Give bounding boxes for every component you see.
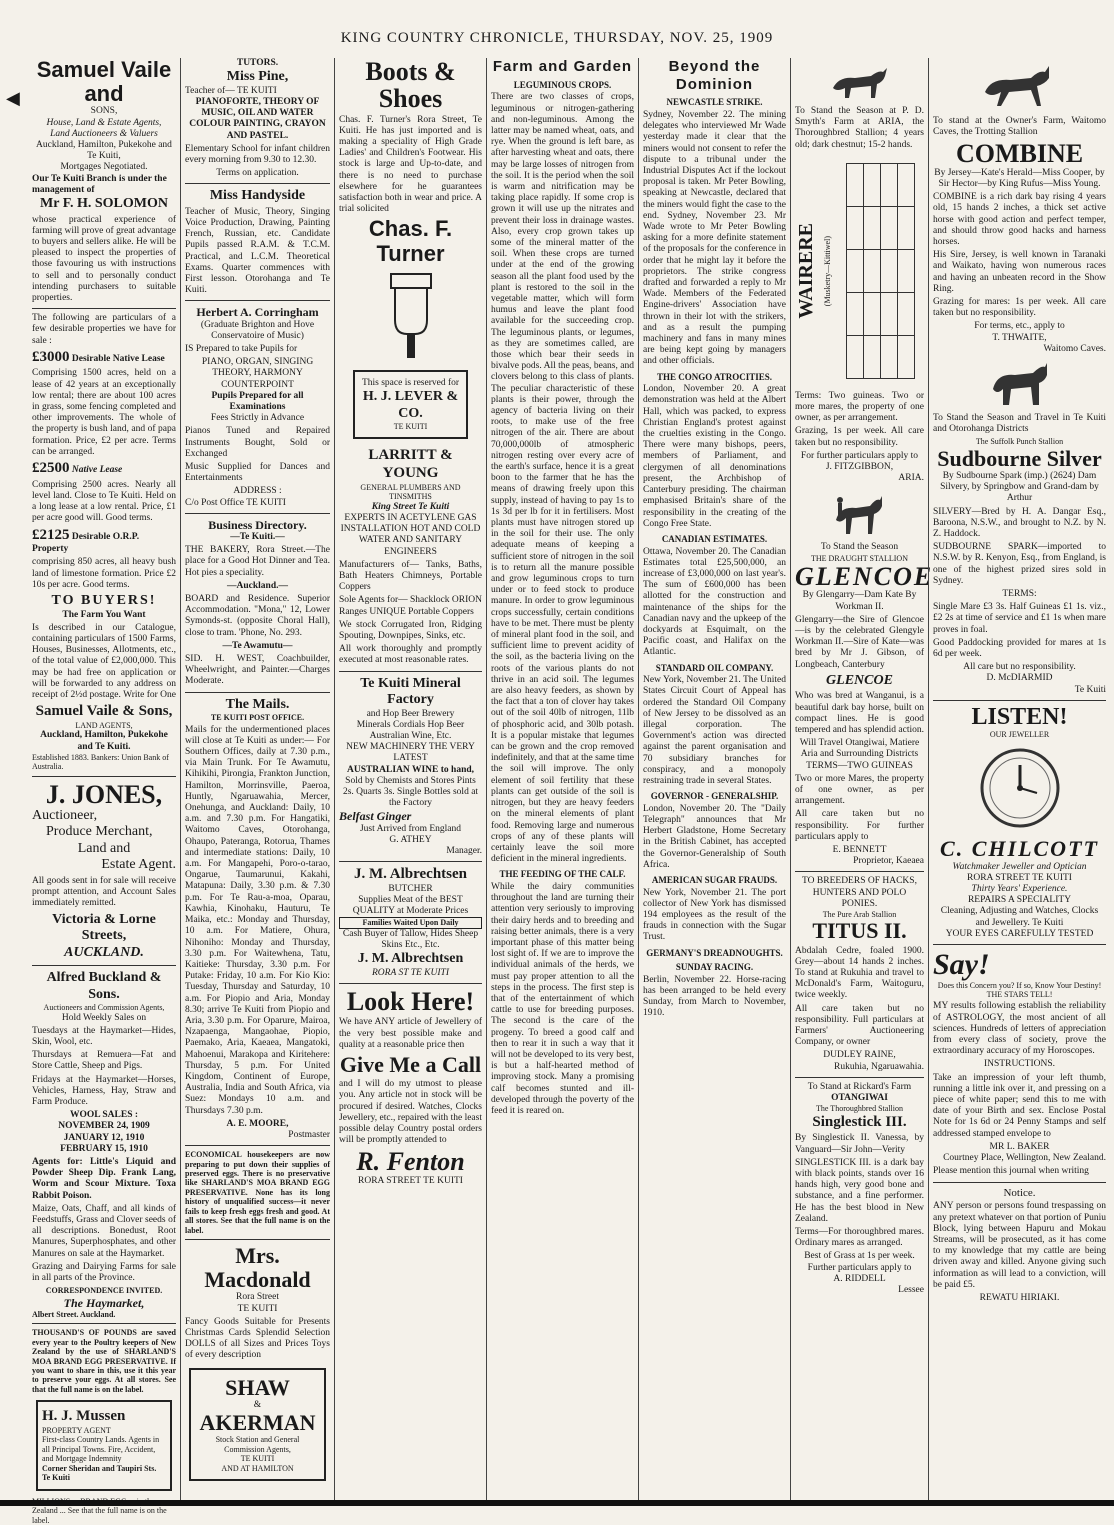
buckland-sub: Auctioneers and Commission Agents, — [43, 1003, 165, 1013]
column-6 — [790, 58, 934, 1503]
jones-line1: Auctioneer, — [32, 807, 98, 823]
larritt-stock: We stock Corrugated Iron, Ridging Spouting, Downpipes, Sinks, etc. — [339, 619, 482, 641]
our-jeweller: OUR JEWELLER — [989, 730, 1050, 740]
baker-note: Please mention this journal when writing — [933, 1166, 1089, 1177]
business-directory: Business Directory. — [208, 517, 307, 532]
graze-1: Grazing, 1s per week. All care taken but no responsibility. — [795, 426, 924, 448]
silvery: SILVERY—Bred by H. A. Dangar Esq., Baroona, N.S.W., and brought to N.Z. by N. Z. Haddock. — [933, 506, 1106, 539]
macdonald: Mrs. Macdonald — [204, 1243, 311, 1293]
repairs: REPAIRS A SPECIALITY — [967, 895, 1072, 906]
pointing-hand-icon — [381, 272, 441, 362]
bennett-p: Proprietor, Kaeaea — [853, 856, 924, 867]
albrechtsen: J. M. Albrechtsen — [353, 866, 468, 883]
notice-heading: Notice. — [1003, 1186, 1036, 1199]
glencoe-body-2: Who was bred at Wanganui, is a beautiful dark bay horse, built on compact lines. He is good tempered and has splendid action. — [795, 691, 925, 735]
property2-title: Native Lease — [71, 465, 123, 476]
sudbourne-sub: The Suffolk Punch Stallion — [975, 437, 1064, 447]
footer-rule — [0, 1500, 1114, 1506]
strike-heading: NEWCASTLE STRIKE. — [666, 97, 763, 108]
belfast-line: Just Arrived from England — [359, 823, 462, 834]
wairere-sub: (Musketry—Kittiwel) — [822, 235, 832, 306]
draught-horse-icon — [985, 359, 1055, 409]
column-4 — [486, 58, 638, 1503]
terms-2b: Two or more Mares, the property of one owner, as per arrangement. — [795, 773, 924, 807]
buyers-heading: TO BUYERS! — [51, 593, 157, 609]
farm-garden-heading: Farm and Garden — [492, 58, 633, 75]
shaw-2: AKERMAN — [199, 1410, 316, 1436]
farm-body: Is described in our Catalogue, containing particulars of 1500 Farms, Houses, Businesses, Allotments, etc., of the total value of £2,000,000. This may be had free on application or will be forwarded to any address on receipt of 2½d postage. Write for One — [32, 622, 177, 700]
correspondence: CORRESPONDENCE INVITED. — [45, 1286, 163, 1296]
terms-1: Terms: Two guineas. Two or more mares, the property of one owner, as per arrangement. — [795, 390, 924, 424]
vaile2-est: Established 1883. Bankers: Union Bank of Australia. — [32, 752, 169, 772]
say-sub: Does this Concern you? If so, Know Your Destiny! THE STARS TELL! — [937, 980, 1102, 1000]
stand-2: To Stand the Season and Travel in Te Kuiti and Otorohanga Districts — [933, 412, 1106, 435]
bakery: THE BAKERY, Rora Street.—The place for a Good Hot Dinner and Tea. Hot pies a speciality. — [185, 545, 330, 578]
macdonald-l1: Rora Street — [235, 1292, 279, 1303]
column-1 — [28, 57, 180, 1525]
property2-price: £2500 — [32, 460, 70, 477]
care-2: All care but no responsibility. — [963, 662, 1076, 673]
larritt-work: All work thoroughly and promptly executed at most reasonable rates. — [339, 644, 482, 666]
sudbourne: Sudbourne Silver — [937, 445, 1102, 471]
chilcott-sub: Watchmaker Jeweller and Optician — [952, 861, 1087, 872]
mails-body: Mails for the undermentioned places will close at Te Kuiti as under:— For Southern Offices, daily at 7.30 p.m., via Main Trunk. For Te Awamutu, Kihikihi, Pirongia, Frankton Junction, Hamilton, Morrinsville, Paeroa, Huntly, Ngaruawahia, Mercer, Onehunga, and Auckland: Daily, 10 a.m. and 7.30 p.m. For Hangatiki, Waitomo Caves, Otorohanga, Ohaupo, Pateranga, Rotorua, Thames and intermediate stations: Daily, 10 a.m. For Mangapehi, Poro-o-tarao, Ongarue, Taumarunui, Kakahi, Matapuna: Daily, 3.30 p.m. & 7.30 p.m. For Te Rau-a-moa, Oparau, Kawhia, Kinohaku, Hauturu, Te Maika, etc.: Monday and Thursday, 10 a.m. For Matiere, Ohura, Nihoniho: Monday and Thursday, 3.30 p.m. For Waitewhena, Tatu, Kaitieke: Thursday, 3.30 p.m. For Putake: Friday, 10 a.m. For Kio Kio: Tuesday, Thursday and Saturday, 10 a.m. For Piopio and Aria, Monday 8.30; arrive Te Kuiti from Piopio and Aria, 3.30 p.m. For Oparure, Mairoa, Nzapaenga, Mangaohae, Piopio, Paemako, Aria, Kaeaea, Mangatoki, Mahoenui, Marakopa and Kiritehere: Thursday, 5 p.m. For United Kingdom, Continent of Europe, Australia, India and South Africa, via Suez: Mondays 10 a.m. and Thursdays 7.30 p.m. — [185, 724, 330, 1116]
vaile-particulars: The following are particulars of a few desirable properties we have for sale : — [32, 313, 176, 346]
titus-body: Abdalah Cedre, foaled 1900. Grey—about 14 hands 2 inches. To stand at Rukuhia and travel to McDonald's Farm, Waitoguru, twice weekly. — [795, 945, 924, 1001]
oil-body: New York, November 21. The United States Circuit Court of Appeal has ordered the Standard Oil Company of New Jersey to be dissolved as an illegal corporation. The Government's action was directed against the parent organisation and 70 subsidiary branches for conspiracy, and a monopoly restraining trade in several States. — [643, 675, 786, 786]
column-5 — [638, 58, 790, 1503]
calf-heading: THE FEEDING OF THE CALF. — [499, 869, 626, 880]
singlestick-by: By Singlestick II. Vanessa, by Vanguard—Sir John—Verity — [795, 1133, 924, 1155]
larritt-exp: EXPERTS IN ACETYLENE GAS INSTALLATION HOT AND COLD WATER AND SANITARY ENGINEERS — [340, 512, 481, 557]
jones-city: AUCKLAND. — [64, 944, 144, 960]
postmaster: Postmaster — [288, 1129, 330, 1140]
bottom-fragment: Zealand ... See that the full name is on the label. — [32, 1506, 167, 1525]
oil-heading: STANDARD OIL COMPANY. — [655, 662, 774, 673]
glencoe-by: By Glengarry—Dam Kate By Workman II. — [802, 590, 917, 612]
graze-2: Good Paddocking provided for mares at 1s 6d per week. — [933, 637, 1106, 660]
mcdiarmid: D. McDIARMID — [986, 673, 1053, 684]
baker-addr: Courtney Place, Wellington, New Zealand. — [943, 1153, 1106, 1164]
property1-body: Comprising 1500 acres, held on a lease of 42 years at an exceptionally low rental; there are about 100 acres in grass, some fencing completed and other improvements. The whole of the property is bush land, and of papa formation. Price, £2 per acre. Terms can be arranged. — [32, 368, 176, 457]
glencoe-travel: Will Travel Otangiwai, Matiere Aria and Surrounding Districts — [799, 738, 920, 760]
jones-addr: Victoria & Lorne Streets, — [52, 911, 156, 944]
corringham-addr: C/o Post Office TE KUITI — [185, 497, 286, 508]
athey: G. ATHEY — [389, 834, 432, 845]
singlestick-body: SINGLESTICK III. is a dark bay with black points, stands over 16 hands high, very good bone and substance, and a fine performer. He has the best blood in New Zealand. — [795, 1157, 924, 1224]
macdonald-l2: TE KUITI — [237, 1303, 278, 1314]
say: Say! — [933, 948, 990, 982]
property1-price: £3000 — [32, 348, 70, 365]
te-awamutu-heading: —Te Awamutu— — [222, 640, 293, 651]
congo-body: London, November 20. A great demonstration was held at the Albert Hall, which was packed, to express Christian England's protest against the cruelties existing in the Congo. There were many bishops, peers, members of Parliament, and clergymen of all denominations present, the Archbishop of Canterbury presiding. The chairman emphasised Britain's share of the responsibility in the creating of the Congo Free State. — [643, 384, 786, 529]
masthead: KING COUNTRY CHRONICLE, THURSDAY, NOV. 25, 1909 — [340, 30, 774, 46]
turner-name: Chas. F. Turner — [368, 216, 453, 266]
moore: A. E. MOORE, — [226, 1118, 289, 1129]
waitomo: Waitomo Caves. — [1043, 343, 1106, 354]
tutors-heading: TUTORS. — [236, 58, 279, 68]
families: Families Waited Upon Daily — [339, 917, 482, 928]
vaile2-title: Samuel Vaile & Sons, — [35, 703, 173, 720]
wool-date-2: JANUARY 12, 1910 — [63, 1132, 145, 1143]
vaile2-loc: Auckland, Hamilton, Pukekohe and Te Kuiti. — [40, 730, 168, 752]
rickard: To Stand at Rickard's Farm — [807, 1081, 912, 1092]
shaw-l2: TE KUITI — [240, 1454, 275, 1464]
mcdiarmid-place: Te Kuiti — [1074, 684, 1106, 695]
property3-price: £2125 — [32, 526, 70, 543]
agents-body: Agents for: Little's Liquid and Powder Sheep Dip. Frank Lang, Worm and Scour Mixture. Toxa Rabbit Poison. — [32, 1157, 176, 1201]
jones-title: J. JONES, — [45, 779, 163, 809]
part-4: Further particulars apply to — [807, 1262, 912, 1273]
corringham-addr-h: ADDRESS : — [233, 486, 282, 497]
vaile2-sub: LAND AGENTS, — [75, 720, 133, 730]
corringham-l6: Music Supplied for Dances and Entertainments — [185, 462, 330, 484]
buckland-l4: Fridays at the Haymarket—Horses, Vehicles, Harness, Hay, Straw and Farm Produce. — [32, 1074, 176, 1108]
boots-heading: Boots & Shoes — [365, 57, 456, 114]
look-body: We have ANY article of Jewellery of the very best possible make and quality at a reasonable price then — [339, 1017, 482, 1050]
vaile-body: whose practical experience of farming will prove of great advantage to buyers and sellers alike. He will be pleased to inspect the properties of those favouring us with instructions to sell and to personally conduct intending purchasers to suitable properties. — [32, 214, 176, 303]
mussen-body: First-class Country Lands. Agents in all Principal Towns. Fire, Accident, and Mortgage Indemnity — [42, 1435, 160, 1464]
larritt-street: King Street Te Kuiti — [371, 501, 450, 512]
auckland-heading: —Auckland.— — [227, 580, 288, 591]
look-here: Look Here! — [346, 987, 475, 1017]
leguminous-heading: LEGUMINOUS CROPS. — [513, 79, 612, 90]
germany-heading: GERMANY'S DREADNOUGHTS. — [646, 947, 783, 958]
jones-body: All goods sent in for sale will receive prompt attention, and Account Sales immediately remitted. — [32, 875, 176, 909]
thwaite: T. THWAITE, — [992, 332, 1047, 343]
chilcott: C. CHILCOTT — [940, 836, 1099, 862]
shaw-box — [189, 1368, 326, 1481]
mussen-sub: PROPERTY AGENT — [42, 1426, 111, 1436]
wool-date-1: NOVEMBER 24, 1909 — [58, 1121, 150, 1132]
aria: ARIA. — [898, 473, 924, 484]
terms-2: Single Mare £3 3s. Half Guineas £1 1s. viz., £2 2s at time of service and £1 1s when mare proves in foal. — [933, 602, 1106, 635]
leguminous-body: There are two classes of crops, leguminous or nitrogen-gathering and non-leguminous. Among the latter may be named wheat, oats, and rye. When the ground is left bare, as after harvesting wheat and oats, there may be large losses of nitrogen from the soil. It is the period when the soil is warm and nitrification may be taking place rapidly. If some crop is grown it will use up the nitrates and prevent their loss in drainage wastes. Also, every crop grown takes up some of the mineral matter of the soil. When these crops are turned under at the end of the growing season all the plant food used by the plant is restored to the soil in the vegetable matter, which will form humus and leave the plant food available for the succeeding crop. The leguminous plants, or legumes, as they are sometimes called, are those which bear their seeds in bivalve pods. All the peas, beans, and clovers belong to this class of plants. The peculiar characteristic of these plants is their power, through the agency of bacteria living on their roots, to make use of the free nitrogen of the air. There are about 70,000,000lb of atmospheric nitrogen resting over every acre of the earth's surface, hence it is a great boon to the farmer that he has the means of drawing freely upon this supply, instead of having to pay 1s to 1s 3d per lb for it in fertilisers. Most plants must have nitrogen stored up in the soil for their use. The only adequate means of keeping a sufficient store of nitrogen in the soil is to return all the manure possible and grow leguminous crops to turn under or to feed stock to produce manure. In order to grow leguminous crops successfully, certain conditions have to be met. There must be plenty of mineral plant food in the soil, and sufficient lime to prevent acidity of the soil, as the bacteria living on the roots of the various plants do not thrive in an acid soil. The legumes are also heavy feeders, as shown by the fact that a ton of clover hay takes out of the soil 40lb of nitrogen, 11lb of phosphoric acid, and 30lb potash. It is a popular mistake that legumes can be grown and the crop removed indefinitely, and that at the same time the soil will improve. The only element of soil fertility that these plants can get outside of the soil is nitrogen, but they are heavy feeders on the mineral elements of plant food. Removing large and numerous crops of any of these plants will certainly leave the soil more deficient in the mineral ingredients. — [491, 92, 634, 865]
instructions-heading: INSTRUCTIONS. — [984, 1059, 1055, 1070]
shaw-amp: & — [253, 1399, 262, 1410]
larritt-manufacturers: Manufacturers of— Tanks, Baths, Bath Heaters Chimneys, Portable Coppers — [339, 559, 482, 593]
jones-line4: Estate Agent. — [101, 857, 176, 873]
vaile-title: Samuel Vaile and — [36, 57, 172, 107]
glencoe-2: GLENCOE — [826, 672, 893, 688]
buckland-title: Alfred Buckland & Sons. — [46, 970, 162, 1002]
glencoe-body: Glengarry—the Sire of Glencoe—is by the celebrated Glengyle Workman II.—Sire of Kate—was bred by Mr J. Gibson, of Longbeach, Canterbury — [795, 614, 924, 670]
corringham-l2: PIANO, ORGAN, SINGING THEORY, HARMONY COUNTERPOINT — [201, 357, 314, 390]
farm-want: The Farm You Want — [62, 609, 146, 620]
sugar-body: New York, November 21. The port collector of New York has dismissed 194 employees as the result of the frauds in connection with the Sugar Trust. — [643, 887, 786, 943]
gov-heading: GOVERNOR - GENERALSHIP. — [650, 791, 779, 802]
property3-body: comprising 850 acres, all heavy bush land of limestone formation. Price £2 10s per acre. Good terms. — [32, 557, 176, 590]
eyes-tested: YOUR EYES CAREFULLY TESTED — [945, 928, 1094, 939]
vaile-sons: SONS, — [90, 106, 118, 117]
give-me-call: Give Me a Call — [339, 1051, 482, 1077]
glencoe: GLENCOE — [795, 562, 934, 592]
column-3 — [334, 58, 486, 1503]
wairere-block — [795, 157, 924, 385]
vaile-line3: Auckland, Hamilton, Pukekohe and Te Kuiti, — [36, 139, 172, 162]
graze-4: Best of Grass at 1s per week. — [804, 1251, 915, 1262]
mineral-title: Te Kuiti Mineral Factory — [360, 675, 461, 708]
titus: TITUS II. — [812, 918, 907, 944]
sudbourne-by: By Sudbourne Spark (imp.) (2624) Dam Silvery, by Springbow and Grand-dam by Arthur — [940, 470, 1099, 504]
care-2: All care taken but no responsibility. For further particulars apply to — [795, 809, 924, 842]
rora-st: RORA ST TE KUITI — [372, 967, 449, 978]
horse-icon — [825, 62, 895, 102]
corringham-l1: IS Prepared to take Pupils for — [185, 344, 298, 355]
buckland-l3: Thursdays at Remuera—Fat and Store Cattle, Sheep and Pigs. — [32, 1050, 176, 1072]
mussen-addr: Corner Sheridan and Taupiri Sts. Te Kuiti — [42, 1463, 157, 1483]
thoroughbred: The Thoroughbred Stallion — [816, 1104, 903, 1114]
property3-title: Desirable O.R.P. Property — [32, 531, 140, 555]
pine-name: Miss Pine, — [226, 69, 289, 85]
vaile-branch: Our Te Kuiti Branch is under the management of — [32, 173, 167, 195]
part-1: For further particulars apply to — [800, 450, 919, 461]
macdonald-l3: Fancy Goods Suitable for Presents Christmas Cards Splendid Selection DOLLS of all Sizes and Prices Toys of every description — [185, 1316, 330, 1361]
fenton-addr: RORA STREET TE KUITI — [358, 1175, 463, 1186]
terms-2: TERMS—TWO GUINEAS — [806, 760, 913, 771]
draught: THE DRAUGHT STALLION — [811, 553, 908, 563]
handyside-name: Miss Handyside — [209, 188, 306, 204]
shaw-l1: Stock Station and General Commission Agents, — [215, 1435, 300, 1454]
column-2 — [180, 58, 334, 1503]
corringham-l5: Pianos Tuned and Repaired Instruments Bought, Sold or Exchanged — [185, 426, 330, 459]
jones-line2: Produce Merchant, — [46, 824, 153, 840]
belfast-title: Belfast Ginger — [339, 809, 412, 824]
corringham-l3: Pupils Prepared for all Examinations — [211, 390, 304, 413]
listen: LISTEN! — [971, 703, 1068, 730]
jones-line3: Land and — [77, 840, 131, 856]
column-7 — [928, 58, 1110, 1503]
lever-box — [353, 370, 468, 440]
mineral-l3: AUSTRALIAN WINE to hand, — [346, 764, 475, 775]
larritt-title: LARRITT & YOUNG — [368, 447, 453, 482]
calf-body: While the dairy communities throughout the land are turning their attention very seriously to improving their dairy herds and to breeding and raising better animals, there is a very important phase of this matter being lost sight of. If we are to improve the individual animals of the herds, we must pay proper attention to all the steps in the process. The first step is that of the entertainment of which cattle to use for breeding purposes. The second is the care of the progeny. To breed a good calf and then to rear it in such a way that it will not be developed to its very best, is but a half-hearted method of improving stock. Many a promising calf becomes stunted and ill-developed through the poverty of the feed it is reared on. — [491, 881, 634, 1116]
pointer-mark-icon: ◀ — [6, 88, 20, 108]
larritt-agents: Sole Agents for— Shacklock ORION Ranges UNIQUE Portable Coppers — [339, 595, 483, 617]
west: SID. H. WEST, Coachbuilder, Wheelwright, and Painter.—Charges Moderate. — [185, 654, 330, 687]
notice-body: ANY person or persons found trespassing on any pretext whatever on that portion of Puniu Block, lying between Hapuru and Mokau Streams, will be prosecuted, as it has come to my knowledge that my cattle are being driven away and killed. Anyone giving such information as will lead to a conviction, will be paid £5. — [933, 1201, 1106, 1290]
racing-heading: SUNDAY RACING. — [675, 962, 754, 973]
repairs-body: Cleaning, Adjusting and Watches, Clocks and Jewellery. Te Kuiti — [940, 906, 1099, 928]
vaile-line1: House, Land & Estate Agents, — [46, 117, 162, 128]
mussen-box — [36, 1400, 172, 1490]
instructions-body: Take an impression of your left thumb, running a little ink over it, and pressing on a piece of white paper; send this to me with date of your Birth and sex. Enclose Postal Note for 1s 6d or 24 Penny Stamps and self addressed stamped envelope to — [933, 1072, 1106, 1139]
shaw-1: SHAW — [225, 1374, 290, 1400]
canada-heading: CANADIAN ESTIMATES. — [661, 533, 768, 544]
trotting-horse-icon — [975, 62, 1065, 112]
stand-2: To Stand the Season — [820, 542, 899, 553]
thirty-years: Thirty Years' Experience. — [971, 884, 1068, 895]
thousands-body: THOUSAND'S OF POUNDS are saved every year to the Poultry keepers of New Zealand by the use of SHARLAND'S MOA BRAND EGG PRESERVATIVE. If you want to share in this, use it this year to preserve your eggs. At all stores. See that the full name is on the label. — [32, 1328, 176, 1394]
strike-body: Sydney, November 22. The mining delegates who interviewed Mr Wade yesterday made it clear that the miners would not consent to refer the dispute to a tribunal under the Industrial Disputes Act if the lockout proposal is taken. Mr Peter Bowling, speaking at Newcastle, declared that the miners would fight the case to the end. Sydney, November 23. Mr Wade wrote to Mr Peter Bowling asking for a more definite statement of the proposals for the conference in order that he might lay it before the proprietors. The strike congress drafted and forwarded a reply to Mr Wade. Members of the Federated Engine-drivers' Association have thrown in their lot with the strikers, and as a result the pumping machinery and fans in many mines are being kept going by managers and other officials. — [643, 109, 786, 367]
racing-body: Berlin, November 22. Horse-racing has been arranged to be held every Sunday, from March to November, 1910. — [643, 974, 786, 1019]
combine-body: COMBINE is a rich dark bay rising 4 years old, 15 hands 2 inches, a thick set active horse with good action and perfect temper, and should throw good hacks and harness horses. — [933, 192, 1106, 247]
raine-p: Rukuhia, Ngaruawahia. — [834, 1061, 924, 1072]
terms-1: For terms, etc., apply to — [974, 321, 1065, 332]
clock-icon — [975, 743, 1065, 833]
terms-2-heading: TERMS: — [1002, 589, 1037, 600]
graze-3: All care taken but no responsibility. Full particulars at Farmers' Auctioneering Company, or owner — [795, 1003, 924, 1048]
haymarket: The Haymarket, — [63, 1295, 145, 1310]
hiriaki: REWATU HIRIAKI. — [979, 1293, 1060, 1304]
graze-1: Grazing for mares: 1s per week. All care taken but no responsibility. — [933, 296, 1106, 319]
mineral-l2: NEW MACHINERY THE VERY LATEST — [346, 742, 475, 764]
stand-1: To stand at the Owner's Farm, Waitomo Caves, the Trotting Stallion — [933, 116, 1106, 138]
lessee: Lessee — [898, 1285, 924, 1295]
riddell: A. RIDDELL — [833, 1273, 886, 1284]
pine-terms: Terms on application. — [216, 168, 299, 179]
corringham-l4: Fees Strictly in Advance — [210, 413, 305, 424]
pine-line1: Teacher of— TE KUITI — [185, 85, 277, 96]
vaile-manager: Mr F. H. SOLOMON — [40, 196, 168, 211]
vaile-line4: Mortgages Negotiated. — [60, 162, 148, 173]
singlestick: Singlestick III. — [812, 1113, 907, 1130]
fitzgibbon: J. FITZGIBBON, — [825, 462, 894, 473]
lever-l1: This space is reserved for — [361, 377, 460, 388]
cash-buyer: Cash Buyer of Tallow, Hides Sheep Skins Etc., Etc. — [342, 928, 479, 951]
terms-4: Terms—For thoroughbred mares. Ordinary mares as arranged. — [795, 1226, 924, 1249]
wairere: WAIRERE — [795, 223, 817, 319]
vaile-line2: Land Auctioneers & Valuers — [50, 128, 158, 139]
raine: DUDLEY RAINE, — [823, 1050, 896, 1061]
butcher-line: Supplies Meat of the BEST QUALITY at Moderate Prices — [352, 895, 469, 917]
shaw-l3: AND AT HAMILTON — [221, 1463, 294, 1473]
grazing-body: Grazing and Dairying Farms for sale in all parts of the Province. — [32, 1261, 176, 1284]
bennett: E. BENNETT — [832, 844, 887, 855]
mineral-l1: Minerals Cordials Hop Beer Australian Wine, Etc. — [356, 719, 465, 741]
stand-1: To Stand the Season at P. D. Smyth's Farm at ARIA, the Thoroughbred Stallion; 4 years old; dark chestnut; 15-2 hands. — [795, 106, 924, 150]
astro-body: MY results following establish the reliability of ASTROLOGY, the most ancient of all sciences. Hundreds of letters of appreciation from every class of society, prove the extraordinary accuracy of my Horoscopes. — [933, 1001, 1106, 1057]
mussen-title: H. J. Mussen — [42, 1408, 126, 1425]
canada-body: Ottawa, November 20. The Canadian Estimates total £25,500,000, an increase of £3,000,000 on last year's. The sum of £600,000 has been allotted for the construction and maintenance of the ships for the Canadian navy and the upkeep of the dockyards at Esquimalt, on the Pacific coast, and Halifax on the Atlantic. — [643, 546, 786, 658]
larritt-sub: GENERAL PLUMBERS AND TINSMITHS — [360, 482, 461, 502]
property1-title: Desirable Native Lease — [71, 353, 165, 364]
butcher: BUTCHER — [388, 883, 433, 894]
athey-manager: Manager. — [446, 845, 482, 856]
otangiwai: OTANGIWAI — [831, 1093, 888, 1104]
combine-sire: His Sire, Jersey, is well known in Taranaki and Waikato, having won numerous races and having an unbeaten record in the Show Ring. — [933, 250, 1106, 294]
albert-street: Albert Street. Auckland. — [32, 1309, 116, 1319]
corringham-name: Herbert A. Corringham — [196, 305, 319, 320]
pine-line2: PIANOFORTE, THEORY OF MUSIC, OIL AND WATER COLOUR PAINTING, CRAYON AND PASTEL. — [189, 96, 326, 141]
lever-l3: TE KUITI — [393, 422, 428, 432]
turner-body: Chas. F. Turner's Rora Street, Te Kuiti. He has just imported and is making a speciality of High Grade Ladies' and Children's Footwear. His stock is large and Up-to-date, and there is no need to purchase elsewhere for he guarantees satisfaction both in wear and price. A trial solicited — [339, 114, 482, 215]
wool-date-3: FEBRUARY 15, 1910 — [60, 1143, 148, 1154]
congo-heading: THE CONGO ATROCITIES. — [656, 371, 773, 382]
post-office: TE KUITI POST OFFICE. — [210, 713, 305, 723]
horse-groom-icon — [830, 488, 890, 538]
mails-heading: The Mails. — [225, 696, 290, 712]
lever-l2: H. J. LEVER & CO. — [362, 389, 459, 421]
corringham-sub: (Graduate Brighton and Hove Conservatoire of Music) — [200, 319, 315, 341]
albrechtsen-2: J. M. Albrechtsen — [357, 951, 464, 967]
baker: MR L. BAKER — [989, 1141, 1050, 1152]
property2-body: Comprising 2500 acres. Nearly all level land. Close to Te Kuiti. Held on a long lease at a low rental. Price, £1 per acre good will. Good terms. — [32, 479, 176, 524]
board: BOARD and Residence. Superior Accommodation. "Mona," 12, Lower Symonds-st. (opposite Choral Hall), close to tram. 'Phone, No. 293. — [185, 594, 330, 638]
spark: SUDBOURNE SPARK—imported to N.S.W. by R. Kenyon, Esq., from England, is one of the highest prized sires sold in Sydney. — [933, 542, 1106, 586]
breeders: TO BREEDERS OF HACKS, HUNTERS AND POLO PONIES. — [802, 876, 917, 909]
mineral-sub: and Hop Beer Brewery — [366, 708, 455, 719]
mineral-l4: Sold by Chemists and Stores Pints 2s. Quarts 3s. Single Bottles sold at the Factory — [342, 775, 479, 809]
maize-body: Maize, Oats, Chaff, and all kinds of Feedstuffs, Grass and Clover seeds of all descriptions. Bonedust, Root Manures, Superphosphates, and other Manures on sale at the Haymarket. — [32, 1203, 176, 1259]
te-kuiti-heading: —Te Kuiti.— — [230, 532, 285, 543]
beyond-heading: Beyond the Dominion — [668, 58, 761, 93]
arab: The Pure Arab Stallion — [822, 909, 897, 919]
chilcott-addr: RORA STREET TE KUITI — [967, 872, 1072, 883]
gov-body: London, November 20. The "Daily Telegraph" announces that Mr Herbert Gladstone, Home Secretary in the British Cabinet, has accepted the Governor-Generalship of South Africa. — [643, 803, 786, 870]
economical: ECONOMICAL housekeepers are now preparing to put down their supplies of preserved eggs. There is no preservative like SHARLAND'S MOA BRAND EGG PRESERVATIVE. None has its long history of unqualified success—it never fails to keep fresh eggs fresh and good. At all stores. See that the full name is on the label. — [185, 1150, 330, 1235]
combine: COMBINE — [955, 139, 1084, 169]
wool-title: WOOL SALES : — [69, 1110, 139, 1121]
handyside-body: Teacher of Music, Theory, Singing Voice Production, Drawing, Painting French, Russian, etc. Candidate Pupils passed R.A.M. & T.C.M. Practical, and L.C.M. Theoretical Exams. Quarter commences with First lesson. Otorohanga and Te Kuiti. — [185, 206, 330, 296]
combine-by: By Jersey—Kate's Herald—Miss Cooper, by Sir Hector—by King Rufus—Miss Young. — [934, 167, 1105, 189]
fenton: R. Fenton — [356, 1147, 465, 1177]
sugar-heading: AMERICAN SUGAR FRAUDS. — [651, 875, 778, 886]
buckland-l1: Hold Weekly Sales on — [61, 1012, 147, 1023]
give-body: and I will do my utmost to please you. Any article not in stock will be procured if desired. Watches, Clocks Jewellery, etc., repaired with the least possible delay Country postal orders will be promptly attended to — [339, 1079, 482, 1146]
pine-line3: Elementary School for infant children every morning from 9.30 to 12.30. — [185, 143, 330, 165]
pedigree-table — [846, 163, 915, 379]
buckland-l2: Tuesdays at the Haymarket—Hides, Skin, Wool, etc. — [32, 1025, 176, 1047]
